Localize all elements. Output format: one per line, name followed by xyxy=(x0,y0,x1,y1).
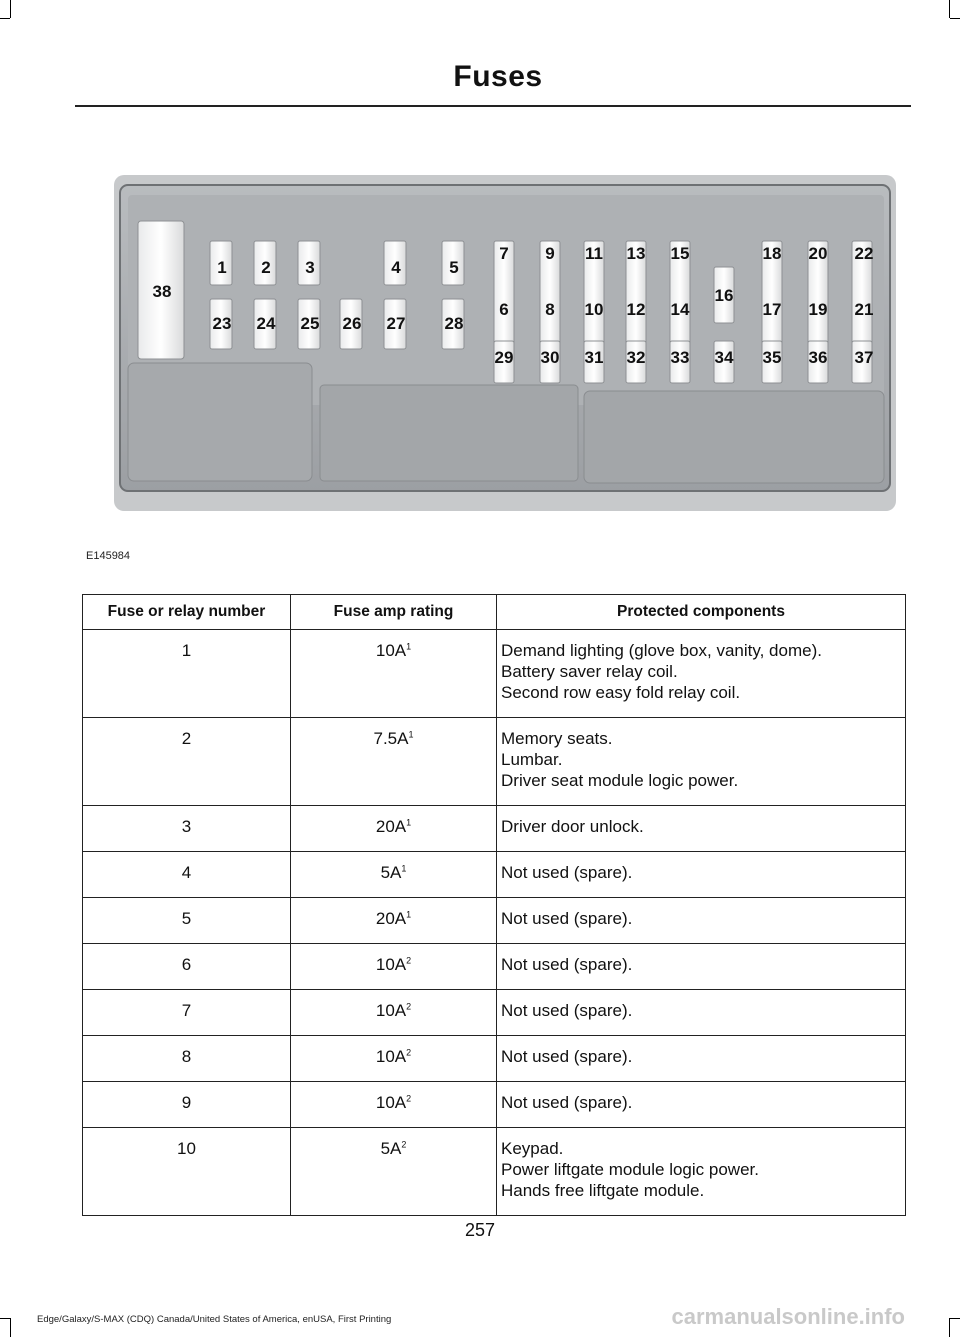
fuse-label: 18 xyxy=(762,244,782,263)
crop-mark xyxy=(949,1318,950,1337)
fuse-label: 20 xyxy=(808,244,828,263)
amp-rating-cell xyxy=(291,990,497,1036)
component-line: Not used (spare). xyxy=(501,863,633,882)
fuse-label: 24 xyxy=(256,314,276,333)
component-line: Not used (spare). xyxy=(501,1001,633,1020)
fuse-label: 38 xyxy=(152,282,172,301)
crop-mark xyxy=(0,1318,10,1319)
footnote-marker: 1 xyxy=(406,817,412,828)
fuse-number-cell: 6 xyxy=(83,944,291,990)
fuse-label: 26 xyxy=(342,314,362,333)
fuse-panel-diagram xyxy=(114,175,896,511)
component-line: Hands free liftgate module. xyxy=(501,1181,705,1200)
fuse-label: 29 xyxy=(494,348,514,367)
fuse-label: 25 xyxy=(300,314,320,333)
fuse-label: 22 xyxy=(854,244,874,263)
amp-rating-cell xyxy=(291,1128,497,1216)
fuse-number-cell: 1 xyxy=(83,630,291,718)
fuse-label: 35 xyxy=(762,348,782,367)
protected-components-cell xyxy=(497,718,906,806)
page-number: 257 xyxy=(464,1220,496,1240)
fuse-label: 37 xyxy=(854,348,874,367)
crop-mark xyxy=(10,0,11,18)
amp-rating-cell xyxy=(291,852,497,898)
fuse-label: 12 xyxy=(626,300,646,319)
fuse-number-cell: 10 xyxy=(83,1128,291,1216)
footnote-marker: 1 xyxy=(408,729,414,740)
fuse-label: 19 xyxy=(808,300,828,319)
amp-rating: 10A xyxy=(375,955,407,974)
component-line: Not used (spare). xyxy=(501,1093,633,1112)
table-row xyxy=(83,1036,906,1082)
watermark: carmanualsonline.info xyxy=(671,1304,905,1329)
amp-rating: 7.5A xyxy=(373,729,409,748)
fuse-label: 14 xyxy=(670,300,690,319)
footnote-marker: 2 xyxy=(406,1001,412,1012)
fuse-label: 34 xyxy=(714,348,734,367)
component-line: Lumbar. xyxy=(501,750,563,769)
amp-rating-cell xyxy=(291,806,497,852)
table-row xyxy=(83,990,906,1036)
amp-rating-cell xyxy=(291,944,497,990)
table-row xyxy=(83,1082,906,1128)
component-line: Driver seat module logic power. xyxy=(501,771,739,790)
fuse-table xyxy=(82,594,906,1216)
footnote-marker: 1 xyxy=(406,909,412,920)
component-line: Not used (spare). xyxy=(501,909,633,928)
fuse-label: 6 xyxy=(499,300,509,319)
protected-components-cell xyxy=(497,852,906,898)
fuse-label: 16 xyxy=(714,286,734,305)
amp-rating: 20A xyxy=(375,909,407,928)
lower-left-housing xyxy=(128,363,312,481)
crop-mark xyxy=(0,18,10,19)
fuse-number-cell: 7 xyxy=(83,990,291,1036)
amp-rating: 5A xyxy=(380,1139,402,1158)
table-row xyxy=(83,806,906,852)
amp-rating-cell xyxy=(291,898,497,944)
amp-rating: 10A xyxy=(375,1001,407,1020)
fuse-number-cell: 5 xyxy=(83,898,291,944)
header-rule xyxy=(75,105,911,107)
component-line: Demand lighting (glove box, vanity, dome). xyxy=(501,641,822,660)
footnote-marker: 2 xyxy=(406,1047,412,1058)
fuse-label: 28 xyxy=(444,314,464,333)
table-row xyxy=(83,898,906,944)
fuse-label: 7 xyxy=(499,244,509,263)
fuse-number-cell: 2 xyxy=(83,718,291,806)
table-row xyxy=(83,1128,906,1216)
component-line: Driver door unlock. xyxy=(501,817,644,836)
crop-mark xyxy=(950,1318,960,1319)
amp-rating: 20A xyxy=(375,817,407,836)
fuse-label: 31 xyxy=(584,348,604,367)
component-line: Not used (spare). xyxy=(501,1047,633,1066)
fuse-label: 32 xyxy=(626,348,646,367)
fuse-number-cell: 8 xyxy=(83,1036,291,1082)
footnote-marker: 2 xyxy=(401,1139,407,1150)
crop-mark xyxy=(949,0,950,18)
table-header-row xyxy=(83,595,906,630)
crop-mark xyxy=(950,18,960,19)
fuse-label: 30 xyxy=(540,348,560,367)
fuse-number-cell: 4 xyxy=(83,852,291,898)
fuse-label: 17 xyxy=(762,300,782,319)
lower-center-housing xyxy=(320,385,578,481)
fuse-label: 15 xyxy=(670,244,690,263)
protected-components-cell xyxy=(497,630,906,718)
component-line: Second row easy fold relay coil. xyxy=(501,683,741,702)
table-row xyxy=(83,944,906,990)
component-line: Power liftgate module logic power. xyxy=(501,1160,759,1179)
protected-components-cell xyxy=(497,990,906,1036)
footnote-marker: 1 xyxy=(401,863,407,874)
column-header: Protected components xyxy=(497,595,906,630)
lower-right-housing xyxy=(584,391,884,483)
fuse-label: 27 xyxy=(386,314,406,333)
protected-components-cell xyxy=(497,1082,906,1128)
table-row xyxy=(83,852,906,898)
fuse-panel-illustration xyxy=(114,175,896,511)
fuse-label: 1 xyxy=(217,258,227,277)
amp-rating-cell xyxy=(291,1082,497,1128)
crop-mark xyxy=(10,1318,11,1337)
amp-rating-cell xyxy=(291,1036,497,1082)
amp-rating-cell xyxy=(291,718,497,806)
column-header: Fuse amp rating xyxy=(291,595,497,630)
fuse-label: 8 xyxy=(545,300,555,319)
fuse-number-cell: 9 xyxy=(83,1082,291,1128)
figure-code: E145984 xyxy=(86,550,131,562)
fuse-label: 2 xyxy=(261,258,271,277)
fuse-label: 3 xyxy=(305,258,315,277)
column-header: Fuse or relay number xyxy=(83,595,291,630)
page-title: Fuses xyxy=(453,60,543,93)
fuse-label: 36 xyxy=(808,348,828,367)
fuse-label: 11 xyxy=(585,244,603,263)
footnote-marker: 2 xyxy=(406,1093,412,1104)
amp-rating: 10A xyxy=(375,1093,407,1112)
table-row xyxy=(83,630,906,718)
amp-rating: 10A xyxy=(375,1047,407,1066)
fuse-label: 23 xyxy=(212,314,232,333)
fuse-label: 21 xyxy=(854,300,874,319)
protected-components-cell xyxy=(497,1128,906,1216)
protected-components-cell xyxy=(497,898,906,944)
fuse-label: 4 xyxy=(391,258,401,277)
footnote-marker: 1 xyxy=(406,641,412,652)
fuse-label: 5 xyxy=(449,258,459,277)
amp-rating: 10A xyxy=(375,641,407,660)
fuse-number-cell: 3 xyxy=(83,806,291,852)
protected-components-cell xyxy=(497,806,906,852)
component-line: Keypad. xyxy=(501,1139,564,1158)
footnote-marker: 2 xyxy=(406,955,412,966)
component-line: Battery saver relay coil. xyxy=(501,662,678,681)
component-line: Memory seats. xyxy=(501,729,613,748)
fuse-label: 9 xyxy=(545,244,555,263)
fuse-label: 13 xyxy=(626,244,646,263)
table-row xyxy=(83,718,906,806)
fuse-label: 10 xyxy=(584,300,604,319)
fuse-label: 33 xyxy=(670,348,690,367)
amp-rating: 5A xyxy=(380,863,402,882)
page-footer: Edge/Galaxy/S-MAX (CDQ) Canada/United States of America, enUSA, First Printing xyxy=(37,1314,392,1325)
amp-rating-cell xyxy=(291,630,497,718)
protected-components-cell xyxy=(497,1036,906,1082)
protected-components-cell xyxy=(497,944,906,990)
component-line: Not used (spare). xyxy=(501,955,633,974)
